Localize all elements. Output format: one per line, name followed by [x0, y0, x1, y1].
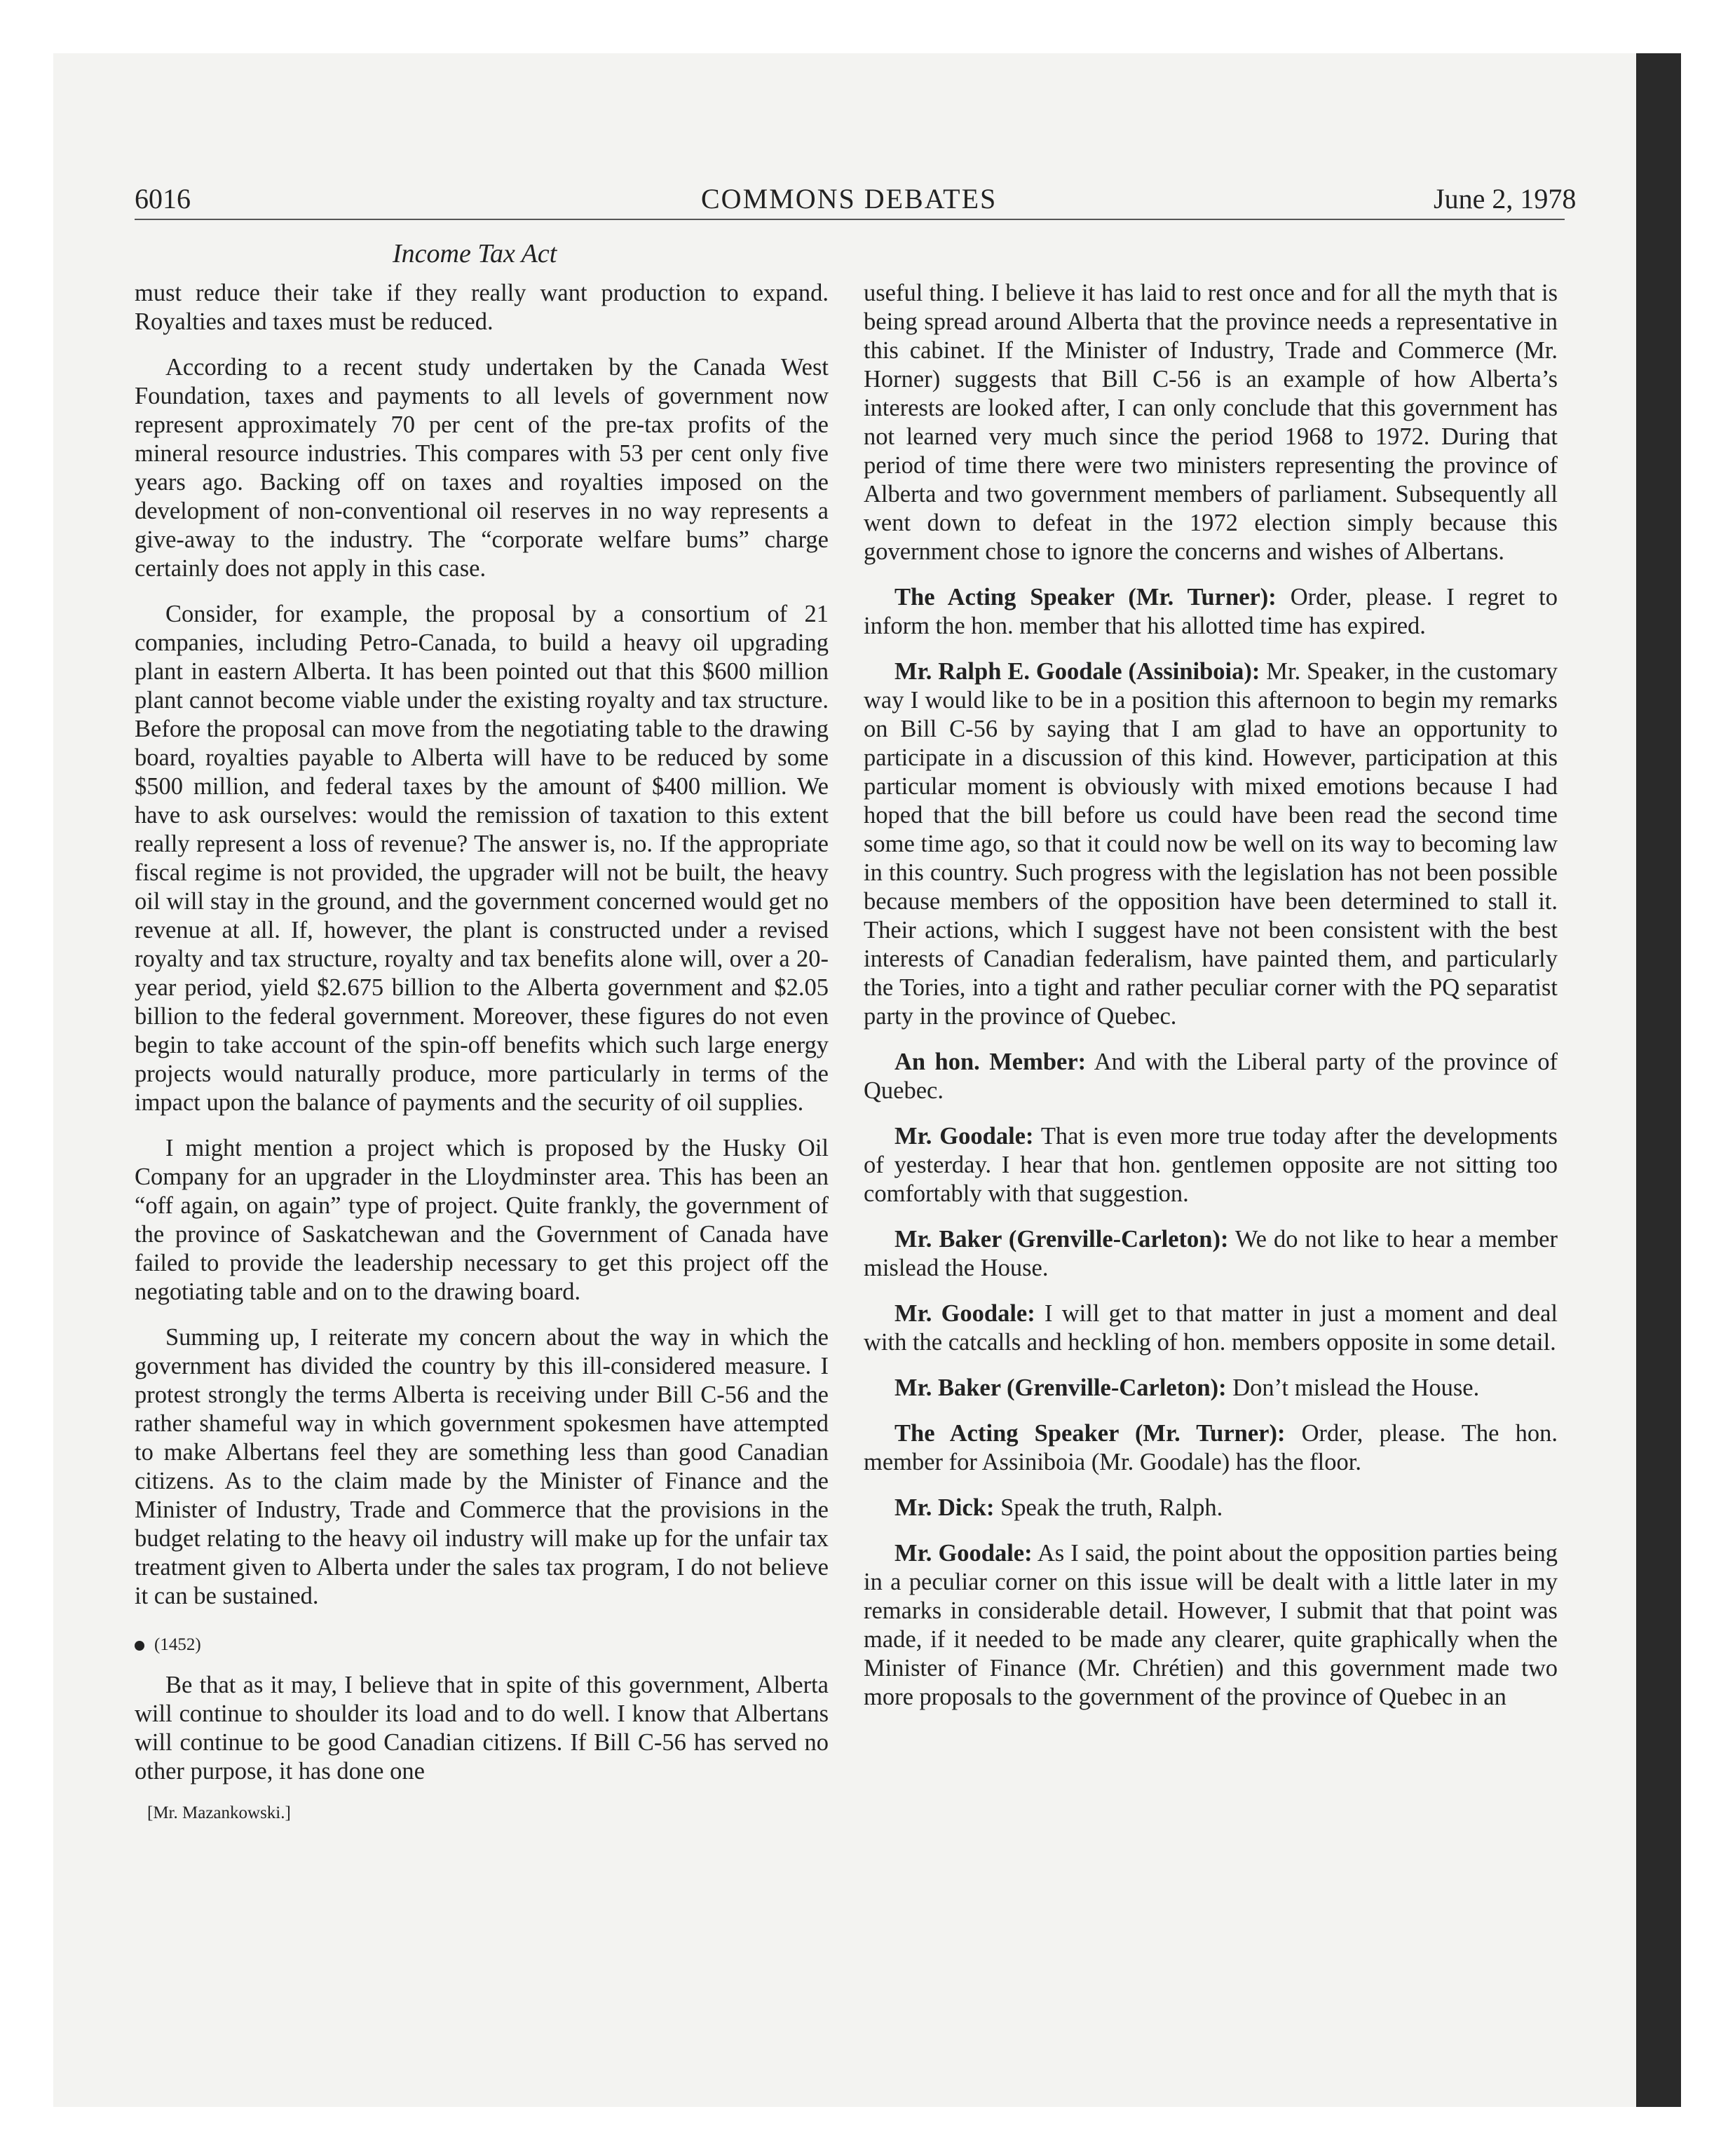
page-number: 6016: [135, 183, 191, 214]
running-head: COMMONS DEBATES: [701, 183, 998, 214]
paragraph: I might mention a project which is proposed by the Husky Oil Company for an upgrader in the Lloydminster area. This has been an “off again, on again” type of project. Quite frankly, the government of the province of Saskatchewan and the Government of Canada have failed to provide the leadership necessary to get this project off the negotiating table and on to the drawing board.: [135, 1135, 829, 1305]
speech-text: I will get to that matter in just a moment and deal with the catcalls and heckling of hon. members opposite in some detail.: [864, 1300, 1558, 1356]
paragraph: Summing up, I reiterate my concern about the way in which the government has divided the country by this ill-considered measure. I protest strongly the terms Alberta is receiving under Bill C-56 and the rather shameful way in which government spokesmen have attempted to make Albertans feel they are something less than good Canadian citizens. As to the claim made by the Minister of Finance and the Minister of Industry, Trade and Commerce that the provisions in the budget relating to the heavy oil industry will make up for the unfair tax treatment given to Alberta under the sales tax program, I do not believe it can be sustained.: [135, 1324, 829, 1609]
right-column: [864, 279, 1558, 1728]
speaker-name: Mr. Baker (Grenville-Carleton):: [894, 1226, 1229, 1253]
speaker-name: Mr. Dick:: [894, 1494, 995, 1521]
bullet-icon: [135, 1641, 144, 1651]
paragraph: Consider, for example, the proposal by a consortium of 21 companies, including Petro-Canada, to build a heavy oil upgrading plant in eastern Alberta. It has been pointed out that this $600 million plant cannot become viable under the existing royalty and tax structure. Before the proposal can move from the negotiating table to the drawing board, royalties payable to Alberta will have to be reduced by some $500 million, and federal taxes by the amount of $400 million. We have to ask ourselves: would the remission of taxation to this extent really represent a loss of revenue? The answer is, no. If the appropriate fiscal regime is not provided, the upgrader will not be built, the heavy oil will stay in the ground, and the government concerned would get no revenue at all. If, however, the plant is constructed under a revised royalty and tax structure, royalty and tax benefits alone will, over a 20-year period, yield $2.675 billion to the Alberta government and $2.05 billion to the federal government. Moreover, these figures do not even begin to take account of the spin-off benefits which such large energy projects would naturally produce, more particularly in terms of the impact upon the balance of payments and the security of oil supplies.: [135, 601, 829, 1116]
speech-text: We do not like to hear a member mislead the House.: [864, 1226, 1558, 1281]
paragraph: useful thing. I believe it has laid to rest once and for all the myth that is being spread around Alberta that the province needs a representative in this cabinet. If the Minister of Industry, Trade and Commerce (Mr. Horner) suggests that Bill C-56 is an example of how Alberta’s interests are looked after, I can only conclude that this government has not learned very much since the period 1968 to 1972. During that period of time there were two ministers representing the province of Alberta and two government members of parliament. Subsequently all went down to defeat in the 1972 election simply because this government chose to ignore the concerns and wishes of Albertans.: [864, 280, 1558, 565]
speaker-name: The Acting Speaker (Mr. Turner):: [894, 1420, 1286, 1447]
speech-text: And with the Liberal party of the province of Quebec.: [864, 1049, 1558, 1104]
speech: [864, 583, 1558, 641]
speech-text: Mr. Speaker, in the customary way I would like to be in a position this afternoon to begin my remarks on Bill C-56 by saying that I am glad to have an opportunity to participate in a discussion of this kind. However, participation at this particular moment is obviously with mixed emotions because I had hoped that the bill before us could have been read the second time some time ago, so that it could now be well on its way to becoming law in this country. Such progress with the legislation has not been possible because members of the opposition have been determined to stall it. Their actions, which I suggest have not been consistent with the best interests of Canadian federalism, have painted them, and particularly the Tories, into a tight and rather peculiar corner with the PQ separatist party in the province of Quebec.: [864, 658, 1558, 1030]
time-marker: [135, 1635, 829, 1656]
speech-text: As I said, the point about the opposition parties being in a peculiar corner on this issue will be dealt with a little later in my remarks in considerable detail. However, I submit that that point was made, if it needed to be made any clearer, quite graphically when the Minister of Finance (Mr. Chrétien) and this government made two more proposals to the government of the province of Quebec in an: [864, 1540, 1558, 1710]
section-subtitle: Income Tax Act: [393, 239, 557, 268]
speech: [864, 1225, 1558, 1283]
speech-text: Speak the truth, Ralph.: [1000, 1494, 1223, 1521]
speaker-name: The Acting Speaker (Mr. Turner):: [894, 584, 1277, 610]
speech-text: Don’t mislead the House.: [1232, 1374, 1480, 1401]
speech: [864, 1419, 1558, 1477]
paragraph: Be that as it may, I believe that in spite of this government, Alberta will continue to shoulder its load and to do well. I know that Albertans will continue to be good Canadian citizens. If Bill C-56 has served no other purpose, it has done one: [135, 1672, 829, 1785]
speech: [864, 657, 1558, 1031]
time-marker-text: (1452): [154, 1635, 201, 1654]
speech: [864, 1494, 1558, 1522]
speech-text: That is even more true today after the developments of yesterday. I hear that hon. gentlemen opposite are not sitting too comfortably with that suggestion.: [864, 1123, 1558, 1207]
speaker-name: Mr. Goodale:: [894, 1123, 1034, 1149]
speech-text: Order, please. The hon. member for Assiniboia (Mr. Goodale) has the floor.: [864, 1420, 1558, 1475]
speech: [864, 1122, 1558, 1208]
page-date: June 2, 1978: [1434, 183, 1577, 214]
speech: [864, 1299, 1558, 1357]
speaker-name: An hon. Member:: [894, 1049, 1087, 1075]
speech: [864, 1048, 1558, 1105]
paragraph: According to a recent study undertaken by the Canada West Foundation, taxes and payments to all levels of government now represent approximately 70 per cent of the pre-tax profits of the mineral resource industries. This compares with 53 per cent only five years ago. Backing off on taxes and royalties imposed on the development of non-conventional oil reserves in no way represents a give-away to the industry. The “corporate welfare bums” charge certainly does not apply in this case.: [135, 354, 829, 582]
speaker-footnote: [Mr. Mazankowski.]: [147, 1803, 291, 1822]
speaker-name: Mr. Goodale:: [894, 1300, 1035, 1327]
header-rule: [135, 219, 1565, 220]
scan-edge-shadow: [1636, 53, 1681, 2107]
speaker-name: Mr. Ralph E. Goodale (Assiniboia):: [894, 658, 1260, 685]
speaker-name: Mr. Baker (Grenville-Carleton):: [894, 1374, 1227, 1401]
speech-text: Order, please. I regret to inform the hon. member that his allotted time has expired.: [864, 584, 1558, 639]
speech: [864, 1539, 1558, 1712]
paragraph: must reduce their take if they really want production to expand. Royalties and taxes must be reduced.: [135, 280, 829, 335]
left-column: [135, 279, 829, 1824]
speaker-name: Mr. Goodale:: [894, 1540, 1033, 1567]
speech: [864, 1374, 1558, 1403]
